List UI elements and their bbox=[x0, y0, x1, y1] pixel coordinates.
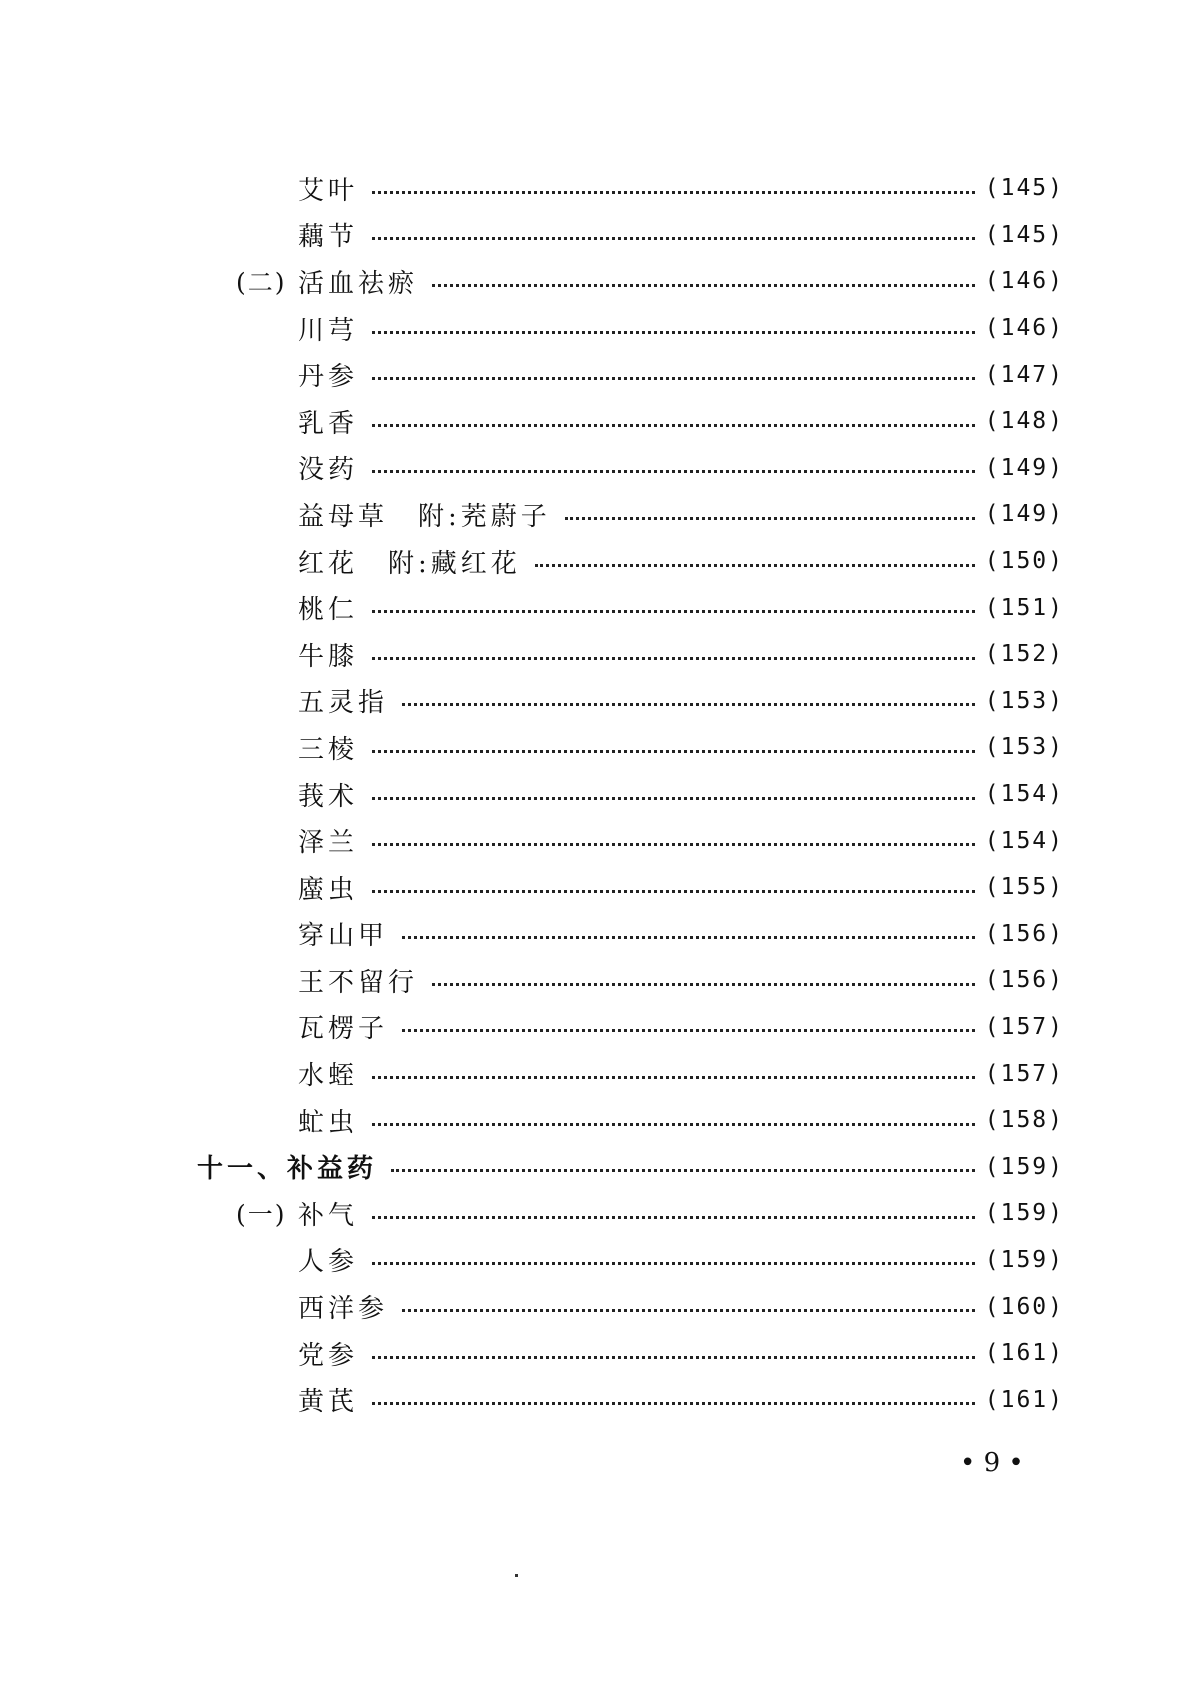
toc-entry-title: 红花 附:藏红花 bbox=[298, 548, 521, 579]
toc-entry bbox=[197, 1148, 1064, 1185]
toc-entry bbox=[298, 962, 1064, 999]
toc-entry-title: 人参 bbox=[298, 1247, 359, 1278]
toc-page-number: (150) bbox=[984, 548, 1064, 575]
toc-page-number: (155) bbox=[984, 874, 1064, 901]
toc-entry bbox=[298, 1288, 1064, 1325]
toc-row bbox=[0, 678, 1190, 725]
dot-leader bbox=[402, 1309, 975, 1312]
toc-row bbox=[0, 165, 1190, 212]
toc-page-number: (148) bbox=[984, 408, 1064, 435]
toc-page-number: (153) bbox=[984, 687, 1064, 714]
dot-leader bbox=[402, 1029, 975, 1032]
toc-section-prefix: (一) bbox=[236, 1200, 287, 1230]
toc-row bbox=[0, 817, 1190, 864]
toc-entry bbox=[298, 1381, 1064, 1418]
toc-row bbox=[0, 305, 1190, 352]
toc-row bbox=[0, 957, 1190, 1004]
dot-leader bbox=[432, 284, 975, 287]
toc-page-number: (146) bbox=[984, 315, 1064, 342]
toc-row bbox=[0, 212, 1190, 259]
dot-leader bbox=[372, 843, 975, 846]
dot-leader bbox=[402, 703, 975, 706]
dot-leader bbox=[372, 797, 975, 800]
toc-entry bbox=[298, 915, 1064, 952]
toc-entry-title: 西洋参 bbox=[298, 1294, 389, 1325]
toc-row bbox=[0, 631, 1190, 678]
toc-entry-title: 党参 bbox=[298, 1340, 359, 1371]
toc-entry bbox=[298, 869, 1064, 906]
toc-entry-title: 牛膝 bbox=[298, 641, 359, 672]
toc-entry-title: 益母草 附:茺蔚子 bbox=[298, 501, 551, 532]
toc-entry-title: 泽兰 bbox=[298, 828, 359, 859]
toc-entry bbox=[298, 776, 1064, 813]
toc-page-number: (147) bbox=[984, 361, 1064, 388]
toc-row bbox=[0, 1376, 1190, 1423]
toc-row bbox=[0, 1283, 1190, 1330]
toc-entry-title: 莪术 bbox=[298, 781, 359, 812]
dot-leader bbox=[372, 237, 975, 240]
toc-entry-title: 三棱 bbox=[298, 734, 359, 765]
toc-entry-title: 黄芪 bbox=[298, 1387, 359, 1418]
page-number: • 9 • bbox=[960, 1448, 1024, 1478]
toc-row bbox=[0, 445, 1190, 492]
toc-page-number: (152) bbox=[984, 641, 1064, 668]
toc-entry bbox=[298, 636, 1064, 673]
dot-leader bbox=[372, 1262, 975, 1265]
toc-entry-title: 䗪虫 bbox=[298, 874, 359, 905]
toc-entry-title: 艾叶 bbox=[298, 175, 359, 206]
toc-entry bbox=[298, 356, 1064, 393]
dot-leader bbox=[391, 1169, 975, 1172]
toc-entry bbox=[298, 170, 1064, 207]
toc-row bbox=[0, 911, 1190, 958]
toc-entry-title: 五灵指 bbox=[298, 688, 389, 719]
toc-entry bbox=[298, 263, 1064, 300]
toc-entry bbox=[298, 729, 1064, 766]
dot-leader bbox=[565, 517, 975, 520]
dot-leader bbox=[372, 1402, 975, 1405]
toc-entry-title: 十一、补益药 bbox=[197, 1154, 378, 1185]
toc-entry bbox=[298, 1055, 1064, 1092]
toc-entry bbox=[298, 682, 1064, 719]
dot-leader bbox=[432, 983, 975, 986]
dot-leader bbox=[402, 936, 975, 939]
toc-entry-title: 水蛭 bbox=[298, 1061, 359, 1092]
toc-row bbox=[0, 864, 1190, 911]
toc-page-number: (159) bbox=[984, 1153, 1064, 1180]
toc-entry bbox=[298, 496, 1064, 533]
toc-entry bbox=[298, 589, 1064, 626]
toc-row bbox=[0, 1050, 1190, 1097]
toc-page-number: (161) bbox=[984, 1340, 1064, 1367]
toc-row bbox=[0, 398, 1190, 445]
toc-entry bbox=[298, 543, 1064, 580]
toc-page-number: (145) bbox=[984, 221, 1064, 248]
toc-page-number: (156) bbox=[984, 967, 1064, 994]
toc-entry-title: 穿山甲 bbox=[298, 921, 389, 952]
toc-page-number: (160) bbox=[984, 1293, 1064, 1320]
toc-entry bbox=[298, 822, 1064, 859]
toc-entry bbox=[298, 1195, 1064, 1232]
toc-entry-title: 川芎 bbox=[298, 315, 359, 346]
toc-row bbox=[0, 538, 1190, 585]
toc-page-number: (157) bbox=[984, 1060, 1064, 1087]
dot-leader bbox=[372, 750, 975, 753]
scan-artifact-dot bbox=[515, 1574, 518, 1577]
dot-leader bbox=[372, 1123, 975, 1126]
dot-leader bbox=[372, 191, 975, 194]
table-of-contents bbox=[0, 165, 1190, 1423]
toc-entry-title: 补气 bbox=[298, 1200, 359, 1231]
toc-page-number: (153) bbox=[984, 734, 1064, 761]
toc-entry bbox=[298, 403, 1064, 440]
dot-leader bbox=[372, 1356, 975, 1359]
toc-page-number: (159) bbox=[984, 1246, 1064, 1273]
toc-entry bbox=[298, 216, 1064, 253]
toc-row bbox=[0, 351, 1190, 398]
dot-leader bbox=[535, 564, 975, 567]
dot-leader bbox=[372, 657, 975, 660]
toc-page-number: (161) bbox=[984, 1386, 1064, 1413]
toc-entry bbox=[298, 449, 1064, 486]
toc-page-number: (159) bbox=[984, 1200, 1064, 1227]
toc-row bbox=[0, 491, 1190, 538]
toc-entry-title: 虻虫 bbox=[298, 1107, 359, 1138]
toc-page-number: (157) bbox=[984, 1013, 1064, 1040]
toc-entry-title: 藕节 bbox=[298, 222, 359, 253]
dot-leader bbox=[372, 424, 975, 427]
dot-leader bbox=[372, 1076, 975, 1079]
toc-entry-title: 没药 bbox=[298, 455, 359, 486]
toc-page-number: (156) bbox=[984, 920, 1064, 947]
toc-page-number: (149) bbox=[984, 501, 1064, 528]
toc-entry-title: 瓦楞子 bbox=[298, 1014, 389, 1045]
toc-row bbox=[0, 584, 1190, 631]
toc-row bbox=[0, 1097, 1190, 1144]
toc-page-number: (146) bbox=[984, 268, 1064, 295]
toc-entry bbox=[298, 1241, 1064, 1278]
toc-page-number: (151) bbox=[984, 594, 1064, 621]
toc-row bbox=[0, 1190, 1190, 1237]
toc-page-number: (149) bbox=[984, 454, 1064, 481]
toc-section-prefix: (二) bbox=[236, 268, 287, 298]
toc-row bbox=[0, 724, 1190, 771]
dot-leader bbox=[372, 377, 975, 380]
toc-entry bbox=[298, 1335, 1064, 1372]
toc-row bbox=[0, 1004, 1190, 1051]
toc-page-number: (154) bbox=[984, 827, 1064, 854]
toc-entry-title: 活血祛瘀 bbox=[298, 268, 419, 299]
toc-entry bbox=[298, 1102, 1064, 1139]
toc-entry-title: 桃仁 bbox=[298, 595, 359, 626]
toc-row bbox=[0, 1330, 1190, 1377]
dot-leader bbox=[372, 331, 975, 334]
toc-row bbox=[0, 771, 1190, 818]
toc-entry-title: 丹参 bbox=[298, 362, 359, 393]
toc-row bbox=[0, 1237, 1190, 1284]
toc-page-number: (145) bbox=[984, 175, 1064, 202]
toc-row bbox=[0, 1143, 1190, 1190]
dot-leader bbox=[372, 470, 975, 473]
dot-leader bbox=[372, 1216, 975, 1219]
dot-leader bbox=[372, 610, 975, 613]
toc-entry bbox=[298, 1008, 1064, 1045]
toc-page-number: (154) bbox=[984, 781, 1064, 808]
toc-entry bbox=[298, 310, 1064, 347]
toc-page-number: (158) bbox=[984, 1107, 1064, 1134]
dot-leader bbox=[372, 890, 975, 893]
toc-entry-title: 乳香 bbox=[298, 408, 359, 439]
toc-entry-title: 王不留行 bbox=[298, 967, 419, 998]
toc-row bbox=[0, 258, 1190, 305]
